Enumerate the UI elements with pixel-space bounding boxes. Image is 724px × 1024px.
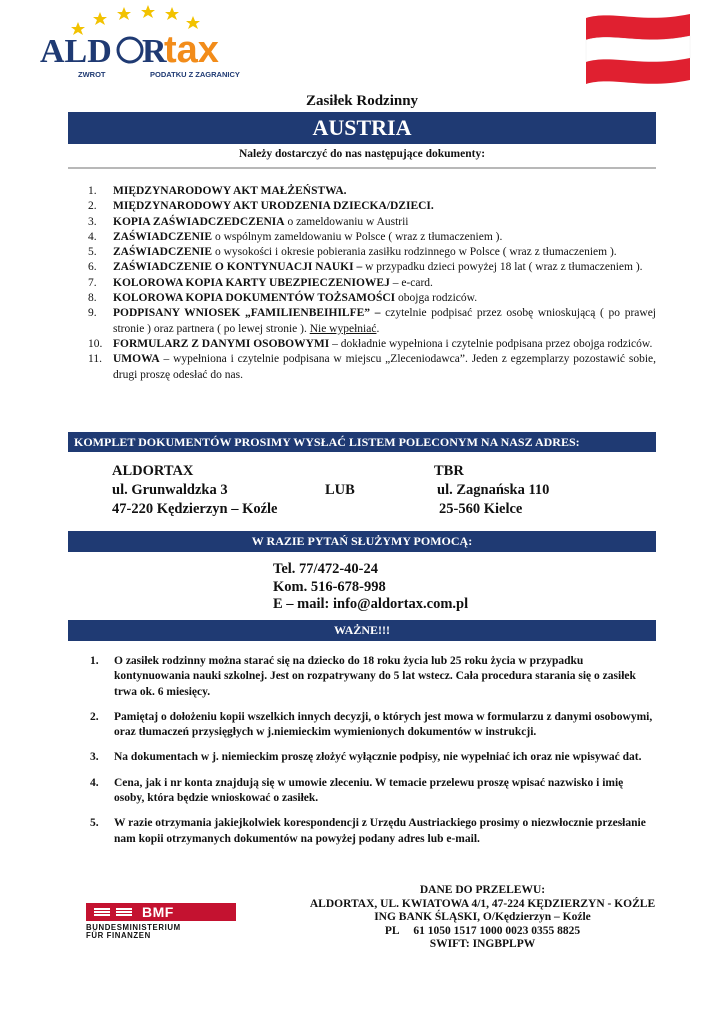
contact-info xyxy=(273,561,468,614)
item-text: Cena, jak i nr konta znajdują się w umowie zleceniu. W temacie przelewu proszę wpisać nazwisko i imię osoby, która będzie wnioskować o zasiłek. xyxy=(114,776,624,805)
item-number: 1. xyxy=(90,655,99,667)
item-number: 6. xyxy=(88,261,97,274)
contact-mobile: Kom. 516-678-998 xyxy=(273,578,386,595)
item-number: 8. xyxy=(88,292,97,305)
item-text: o wspólnym zameldowaniu w Polsce ( wraz z tłumaczeniem ). xyxy=(212,230,503,243)
send-heading: KOMPLET DOKUMENTÓW PROSIMY WYSŁAĆ LISTEM POLECONYM NA NASZ ADRES: xyxy=(68,432,656,452)
flag-graphic xyxy=(582,10,694,86)
address-left-line: ul. Grunwaldzka 3 xyxy=(112,482,228,498)
payment-line: ING BANK ŚLĄSKI, O/Kędzierzyn – Koźle xyxy=(374,911,591,923)
country-banner: AUSTRIA xyxy=(68,112,656,144)
list-item xyxy=(88,276,656,291)
item-bold: ZAŚWIADCZENIE xyxy=(113,230,213,243)
address-left-line: 47-220 Kędzierzyn – Koźle xyxy=(112,501,278,517)
address-right-line: ul. Zagnańska 110 xyxy=(437,482,550,498)
address-right-line: TBR xyxy=(434,463,464,479)
item-number: 2. xyxy=(90,710,99,723)
notes-heading: WAŻNE!!! xyxy=(68,620,656,641)
item-number: 5. xyxy=(88,246,97,259)
logo-globe xyxy=(118,38,142,62)
item-bold: MIĘDZYNARODOWY AKT MAŁŻEŃSTWA. xyxy=(113,185,347,197)
item-text: W razie otrzymania jakiejkolwiek korespondencji z Urzędu Austriackiego prosimy o niezwłocznie przesłanie nam kopii otrzymanych dokumentów na powyżej podany adres lub e-mail. xyxy=(114,817,646,845)
payment-details xyxy=(250,884,715,952)
list-item xyxy=(88,199,656,214)
list-item xyxy=(90,776,656,807)
logo-text-ald: ALD xyxy=(40,33,112,70)
item-text: czytelnie podpisać przez osobę wnioskującą ( po prawej stronie ) oraz partnera ( po lewej stronie ). xyxy=(113,307,656,335)
item-text: o zameldowaniu w Austrii xyxy=(284,215,409,228)
payment-iban: PL 61 1050 1517 1000 0023 0355 8825 xyxy=(384,924,581,937)
item-text: O zasiłek rodzinny można starać się na dziecko do 18 roku życia lub 25 roku życia w przypadku kontynuowania nauki szkolnej. Jest on rozpatrywany do 5 lat wstecz. Cała procedura starania się o zasiłek trwa ok. 6 miesięcy. xyxy=(114,655,636,698)
item-bold: UMOWA xyxy=(113,353,160,366)
divider xyxy=(68,167,656,169)
item-text: Pamiętaj o dołożeniu kopii wszelkich innych decyzji, o których jest mowa w formularzu z danymi osobowymi, oraz tłumaczeń przysięgłych w j.niemieckim wymienionych dokumentów w instrukcji. xyxy=(114,710,653,739)
item-text: – wypełniona i czytelnie podpisana w miejscu „Zleceniodawca”. Jeden z egzemplarzy pozostawić sobie, drugi proszę odesłać do nas. xyxy=(113,353,656,381)
intro-text: Należy dostarczyć do nas następujące dokumenty: xyxy=(238,148,486,160)
austria-flag-icon xyxy=(582,10,694,86)
bmf-banner xyxy=(86,903,236,921)
item-text: – dokładnie wypełniona i czytelnie podpisana przez obojga rodziców. xyxy=(329,337,653,350)
payment-heading: DANE DO PRZELEWU: xyxy=(419,884,546,896)
item-bold: FORMULARZ Z DANYMI OSOBOWYMI xyxy=(113,337,330,350)
aldortax-logo xyxy=(38,4,278,84)
item-number: 9. xyxy=(88,307,97,320)
item-text: w przypadku dzieci powyżej 18 lat ( wraz z tłumaczeniem ). xyxy=(362,261,643,274)
list-item xyxy=(88,291,656,306)
item-text: – e-card. xyxy=(389,276,433,289)
list-item xyxy=(88,260,656,275)
bmf-name: BMF xyxy=(142,904,174,920)
address-or: LUB xyxy=(325,482,355,498)
list-item xyxy=(88,245,656,260)
item-bold: KOLOROWA KOPIA KARTY UBEZPIECZENIOWEJ xyxy=(113,276,390,289)
bmf-logo xyxy=(86,903,236,943)
bmf-line-1: BUNDESMINISTERIUM xyxy=(86,923,181,932)
item-bold: ZAŚWIADCZENIE xyxy=(113,246,213,259)
documents-list xyxy=(88,184,656,383)
item-bold: MIĘDZYNARODOWY AKT URODZENIA DZIECKA/DZIECI. xyxy=(113,200,434,213)
notes-list xyxy=(90,654,656,847)
eagle-icon xyxy=(92,906,134,918)
item-number: 4. xyxy=(90,776,99,789)
item-bold: PODPISANY WNIOSEK „FAMILIENBEIHILFE” – xyxy=(113,307,381,320)
logo-text-tax: tax xyxy=(164,29,219,71)
logo-graphic xyxy=(38,4,278,84)
address-left-line: ALDORTAX xyxy=(112,463,194,479)
page-title: Zasiłek Rodzinny xyxy=(305,93,419,109)
payment-line: ALDORTAX, UL. KWIATOWA 4/1, 47-224 KĘDZIERZYN - KOŹLE xyxy=(309,897,656,910)
list-item xyxy=(90,750,656,765)
list-item: 9. PODPISANY WNIOSEK „FAMILIENBEIHILFE” – czytelnie podpisać przez osobę wnioskującą ( po prawej stronie ) oraz partnera ( po lewej stronie ). Nie wypełniać. xyxy=(88,307,656,335)
logo-tagline-b: PODATKU Z ZAGRANICY xyxy=(150,70,240,79)
item-text: obojga rodziców. xyxy=(395,292,478,305)
list-item xyxy=(90,710,656,741)
address-right-line: 25-560 Kielce xyxy=(439,501,523,517)
bmf-line-2: FÜR FINANZEN xyxy=(86,931,151,940)
item-number: 11. xyxy=(88,353,102,366)
help-heading: W RAZIE PYTAŃ SŁUŻYMY POMOCĄ: xyxy=(68,531,656,552)
item-number: 10. xyxy=(88,337,103,350)
item-number: 3. xyxy=(88,215,97,228)
item-bold: ZAŚWIADCZENIE O KONTYNUACJI NAUKI – xyxy=(113,261,363,274)
list-item xyxy=(88,352,656,383)
contact-email[interactable]: E – mail: info@aldortax.com.pl xyxy=(273,596,469,612)
contact-phone: Tel. 77/472-40-24 xyxy=(273,561,378,577)
list-item xyxy=(88,215,656,230)
list-item xyxy=(90,816,656,847)
list-item xyxy=(88,337,656,352)
payment-swift: SWIFT: INGBPLPW xyxy=(429,938,536,950)
item-number: 2. xyxy=(88,200,97,213)
item-text: o wysokości i okresie pobierania zasiłku rodzinnego w Polsce ( wraz z tłumaczeniem ). xyxy=(212,246,617,259)
mailing-addresses xyxy=(112,462,612,519)
item-number: 7. xyxy=(88,276,97,289)
item-number: 3. xyxy=(90,751,99,764)
logo-text-r: R xyxy=(142,33,167,70)
item-text: Na dokumentach w j. niemieckim proszę złożyć wyłącznie podpisy, nie wypełniać ich oraz nie wpisywać dat. xyxy=(114,751,642,764)
item-bold: KOPIA ZAŚWIADCZEDCZENIA xyxy=(113,215,285,228)
item-bold: KOLOROWA KOPIA DOKUMENTÓW TOŻSAMOŚCI xyxy=(113,292,396,305)
item-underline: Nie wypełniać xyxy=(309,322,377,335)
item-number: 5. xyxy=(90,817,99,830)
logo-tagline-a: ZWROT xyxy=(78,70,106,79)
item-number: 4. xyxy=(88,230,97,243)
list-item xyxy=(90,654,656,700)
list-item xyxy=(88,230,656,245)
item-number: 1. xyxy=(88,185,97,197)
list-item xyxy=(88,184,656,199)
